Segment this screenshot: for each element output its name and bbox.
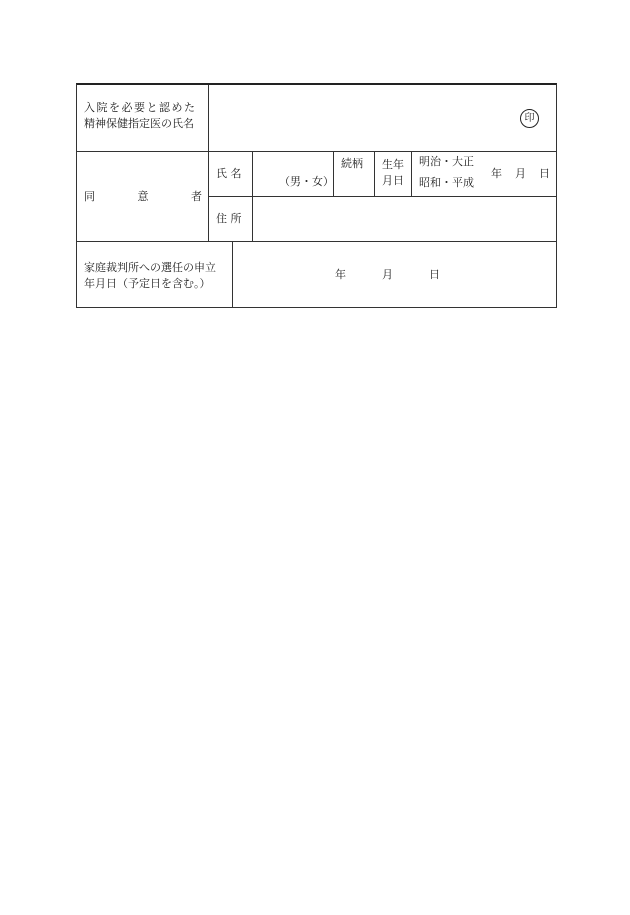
era-line1: 明治・大正	[419, 155, 474, 168]
era-line2: 昭和・平成	[419, 176, 474, 189]
consenter-char-3: 者	[191, 190, 202, 203]
sex-options: （男・女）	[279, 175, 334, 188]
address-label: 住 所	[216, 212, 242, 225]
court-label-line1: 家庭裁判所への選任の申立	[84, 261, 216, 274]
row-divider-address	[208, 196, 556, 197]
consenter-char-2: 意	[137, 190, 149, 203]
court-date-month-unit: 月	[382, 268, 393, 281]
name-label: 氏 名	[216, 167, 242, 180]
consenter-char-1: 同	[84, 190, 95, 203]
court-application-label	[84, 260, 216, 292]
birth-day-unit: 日	[539, 167, 550, 180]
seal-mark: 印	[520, 109, 539, 128]
court-date-year-unit: 年	[335, 268, 346, 281]
doctor-label	[84, 100, 197, 132]
col-divider-name-label	[252, 151, 253, 241]
consent-form-table	[76, 83, 557, 308]
col-divider-relation-value	[374, 151, 375, 196]
birth-month-unit: 月	[515, 167, 526, 180]
court-date-day-unit: 日	[429, 268, 440, 281]
court-label-line2: 年月日（予定日を含む。）	[84, 277, 211, 290]
doctor-label-line1: 入院を必要と認めた	[84, 101, 197, 114]
col-divider-label	[208, 85, 209, 241]
row-divider-2	[77, 241, 556, 242]
consenter-label	[84, 189, 202, 205]
era-options	[419, 151, 474, 193]
col-divider-row3	[232, 241, 233, 308]
row-divider-1	[77, 151, 556, 152]
doctor-label-line2: 精神保健指定医の氏名	[84, 117, 194, 130]
birth-label-line1: 生年	[382, 158, 404, 171]
birth-label-line2: 月日	[382, 174, 404, 187]
col-divider-birth	[411, 151, 412, 196]
birth-year-unit: 年	[491, 167, 502, 180]
relation-label: 続柄	[341, 157, 363, 170]
birth-label	[382, 157, 404, 189]
